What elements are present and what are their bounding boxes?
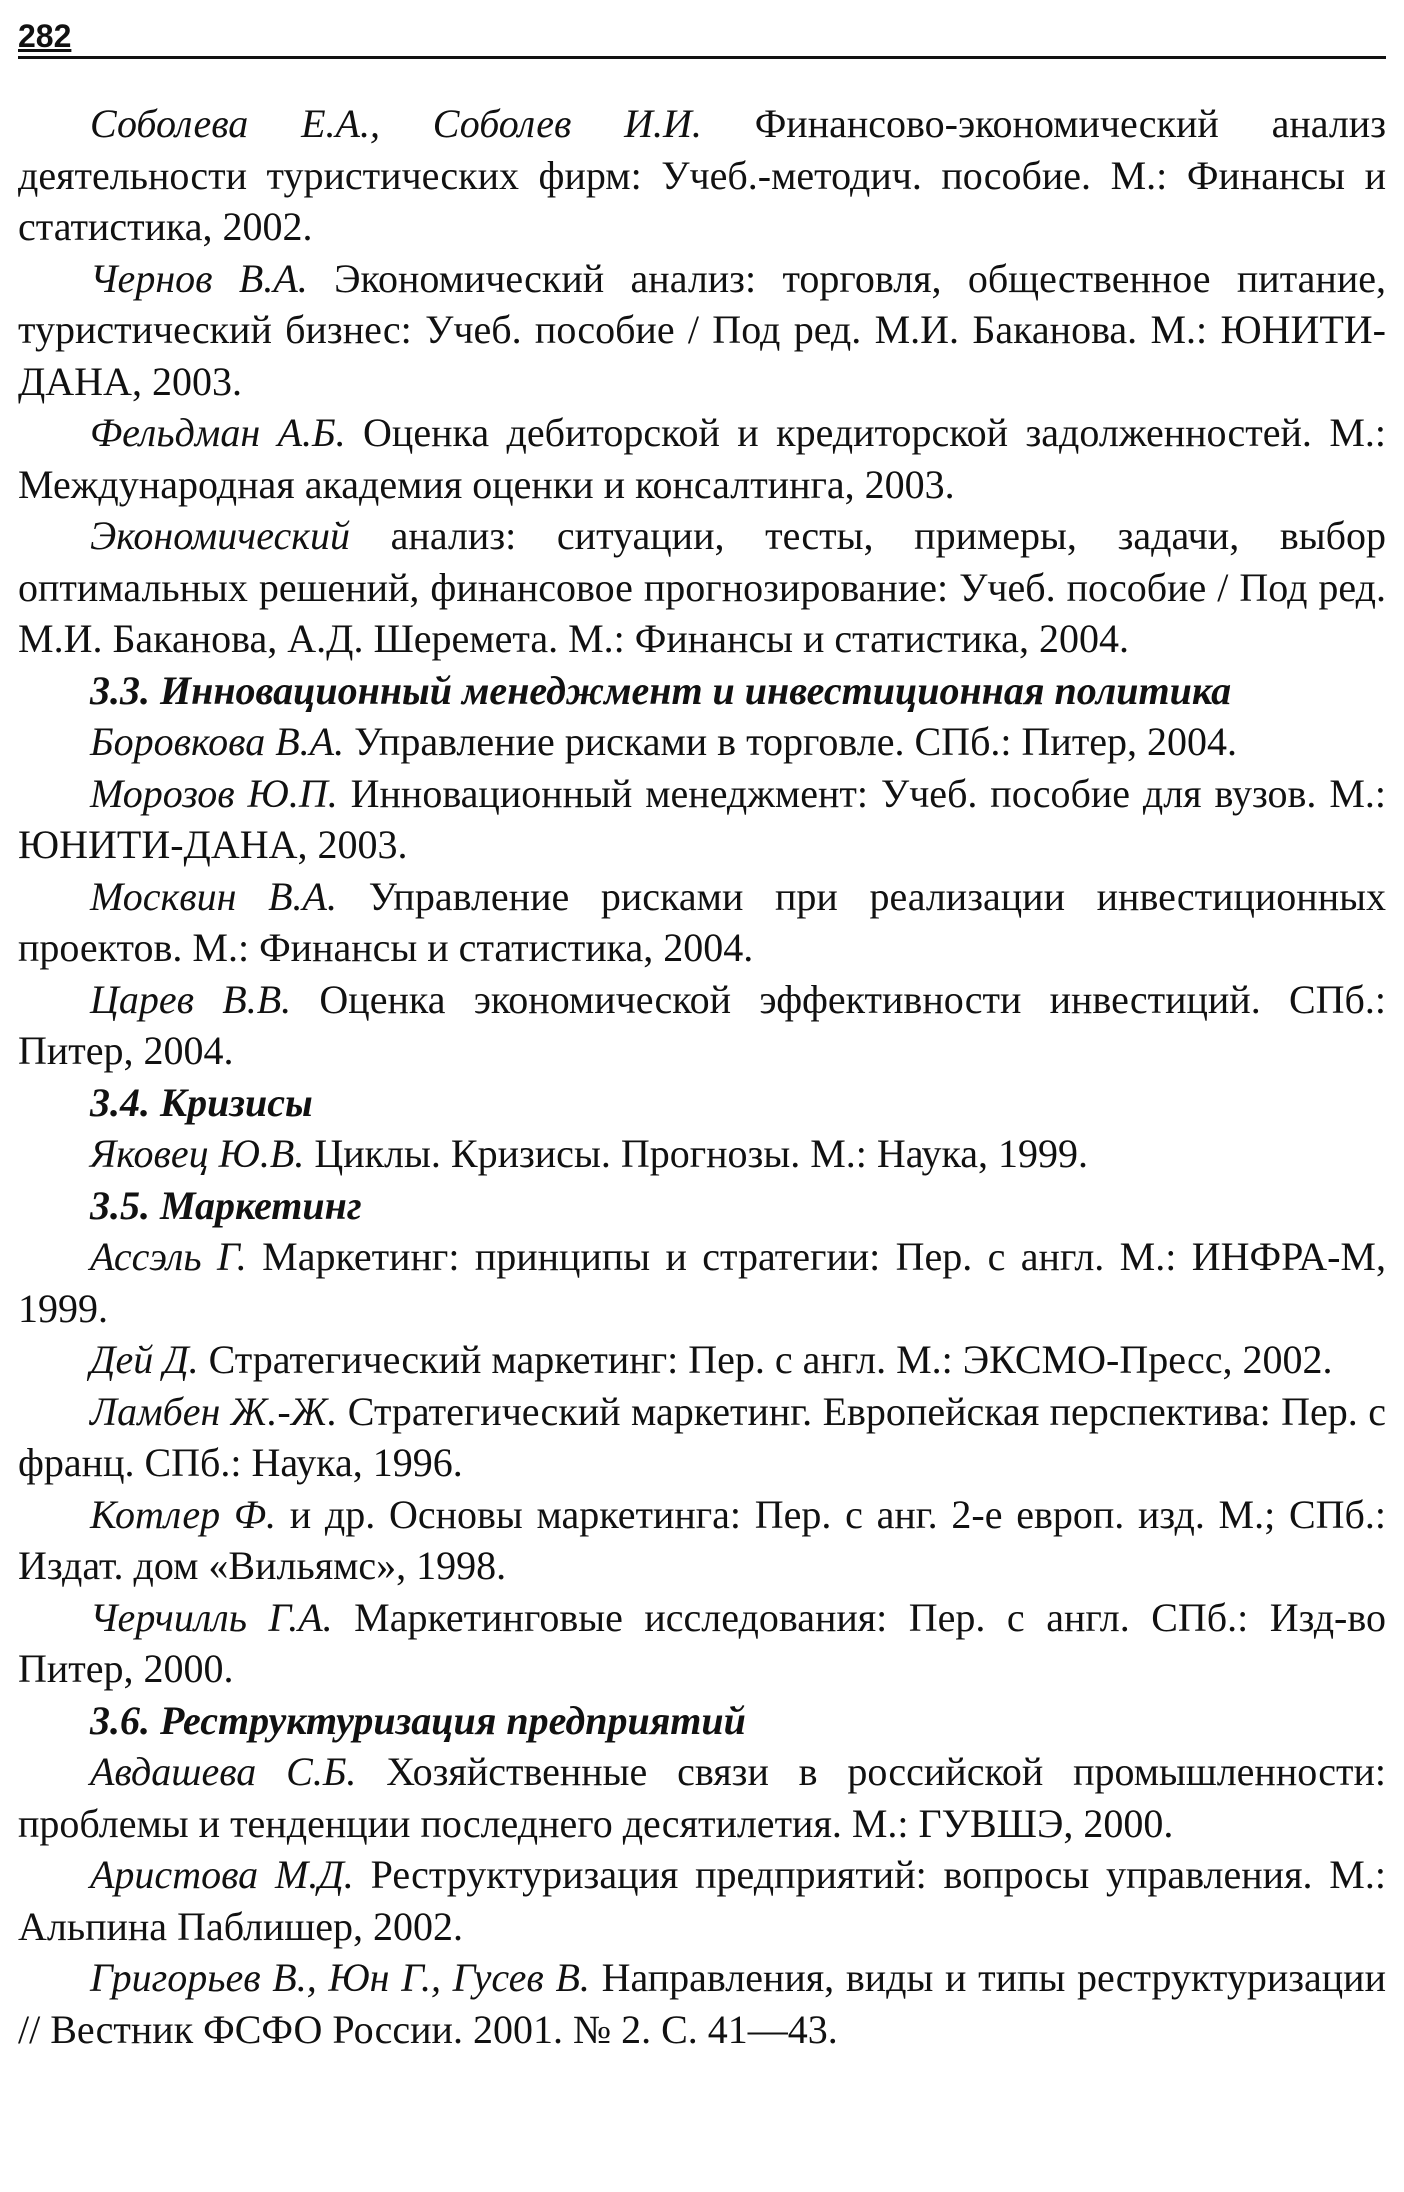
bibliography-entry <box>18 1231 1386 1334</box>
entry-text: Оценка дебиторской и кредиторской задолженностей. М.: Международная академия оценки и консалтинга, 2003. <box>18 410 1386 507</box>
bibliography-entry <box>18 1849 1386 1952</box>
bibliography-entry <box>18 1386 1386 1489</box>
book-page <box>18 0 1386 2192</box>
page-number: 282 <box>18 18 72 54</box>
entry-author: Морозов Ю.П. <box>90 770 338 816</box>
entry-author: Ассэль Г. <box>90 1234 247 1279</box>
entry-author: Аристова М.Д. <box>90 1852 354 1897</box>
bibliography-entry <box>18 871 1386 974</box>
page-header <box>18 10 1386 59</box>
entry-text: Оценка экономической эффективности инвестиций. СПб.: Питер, 2004. <box>18 976 1386 1073</box>
entry-text: Циклы. Кризисы. Прогнозы. М.: Наука, 1999. <box>304 1131 1089 1176</box>
entry-text: анализ: ситуации, тесты, примеры, задачи, выбор оптимальных решений, финансовое прогнозирование: Учеб. пособие / Под ред. М.И. Баканова, А.Д. Шеремета. М.: Финансы и статистика, 2004. <box>18 513 1386 661</box>
entry-author: Экономический <box>90 513 350 558</box>
bibliography-entry <box>18 1128 1386 1180</box>
bibliography-entry <box>18 716 1386 768</box>
entry-text: Управление рисками в торговле. СПб.: Питер, 2004. <box>344 719 1238 764</box>
bibliography-entry <box>18 1592 1386 1695</box>
entry-text: Стратегический маркетинг. Европейская перспектива: Пер. с франц. СПб.: Наука, 1996. <box>18 1388 1386 1485</box>
entry-author: Москвин В.А. <box>90 873 337 919</box>
entry-author: Чернов В.А. <box>90 255 308 301</box>
entry-text: Экономический анализ: торговля, общественное питание, туристический бизнес: Учеб. пособие / Под ред. М.И. Баканова. М.: ЮНИТИ-ДАНА, 2003. <box>18 255 1386 404</box>
bibliography-entry <box>18 1952 1386 2055</box>
entry-author: Соболева Е.А., Соболев И.И. <box>90 101 702 146</box>
entry-text: Финансово-экономический анализ деятельности туристических фирм: Учеб.-методич. пособие. М.: Финансы и статистика, 2002. <box>18 101 1386 249</box>
entry-text: Маркетинг: принципы и стратегии: Пер. с англ. М.: ИНФРА-М, 1999. <box>18 1234 1386 1331</box>
entry-text: Инновационный менеджмент: Учеб. пособие для вузов. М.: ЮНИТИ-ДАНА, 2003. <box>18 770 1387 867</box>
entry-text: Реструктуризация предприятий: вопросы управления. М.: Альпина Паблишер, 2002. <box>18 1852 1386 1949</box>
section-heading: 3.4. Кризисы <box>90 1079 313 1125</box>
section-heading: 3.3. Инновационный менеджмент и инвестиционная политика <box>90 667 1232 713</box>
bibliography-list <box>18 98 1386 2055</box>
entry-author: Боровкова В.А. <box>90 719 345 764</box>
entry-author: Котлер Ф. <box>90 1491 277 1537</box>
entry-author: Дей Д. <box>90 1337 199 1382</box>
entry-author: Фельдман А.Б. <box>90 410 346 455</box>
entry-text: Маркетинговые исследования: Пер. с англ. СПб.: Изд-во Питер, 2000. <box>18 1594 1386 1691</box>
entry-author: Яковец Ю.В. <box>90 1131 305 1176</box>
entry-text: Управление рисками при реализации инвестиционных проектов. М.: Финансы и статистика, 2004. <box>18 873 1386 970</box>
bibliography-entry <box>18 1334 1386 1386</box>
entry-text: Стратегический маркетинг: Пер. с англ. М.: ЭКСМО-Пресс, 2002. <box>198 1337 1333 1382</box>
bibliography-entry <box>18 1746 1386 1849</box>
bibliography-entry <box>18 253 1386 408</box>
bibliography-entry <box>18 510 1386 665</box>
section-heading: 3.5. Маркетинг <box>90 1182 362 1228</box>
entry-author: Авдашева С.Б. <box>90 1749 357 1794</box>
section-heading: 3.6. Реструктуризация предприятий <box>90 1697 746 1743</box>
bibliography-entry <box>18 1489 1386 1592</box>
bibliography-entry <box>18 407 1386 510</box>
bibliography-entry <box>18 768 1386 871</box>
entry-text: Направления, виды и типы реструктуризации // Вестник ФСФО России. 2001. № 2. С. 41—43. <box>18 1955 1386 2052</box>
bibliography-entry <box>18 98 1386 253</box>
entry-author: Царев В.В. <box>90 976 292 1022</box>
entry-text: Хозяйственные связи в российской промышленности: проблемы и тенденции последнего десятилетия. М.: ГУВШЭ, 2000. <box>18 1749 1386 1846</box>
entry-author: Григорьев В., Юн Г., Гусев В. <box>90 1955 590 2000</box>
bibliography-entry <box>18 974 1386 1077</box>
entry-author: Ламбен Ж.-Ж. <box>90 1388 338 1434</box>
entry-author: Черчилль Г.А. <box>90 1594 333 1640</box>
entry-text: и др. Основы маркетинга: Пер. с анг. 2-е европ. изд. М.; СПб.: Издат. дом «Вильямс», 1998. <box>18 1491 1386 1588</box>
